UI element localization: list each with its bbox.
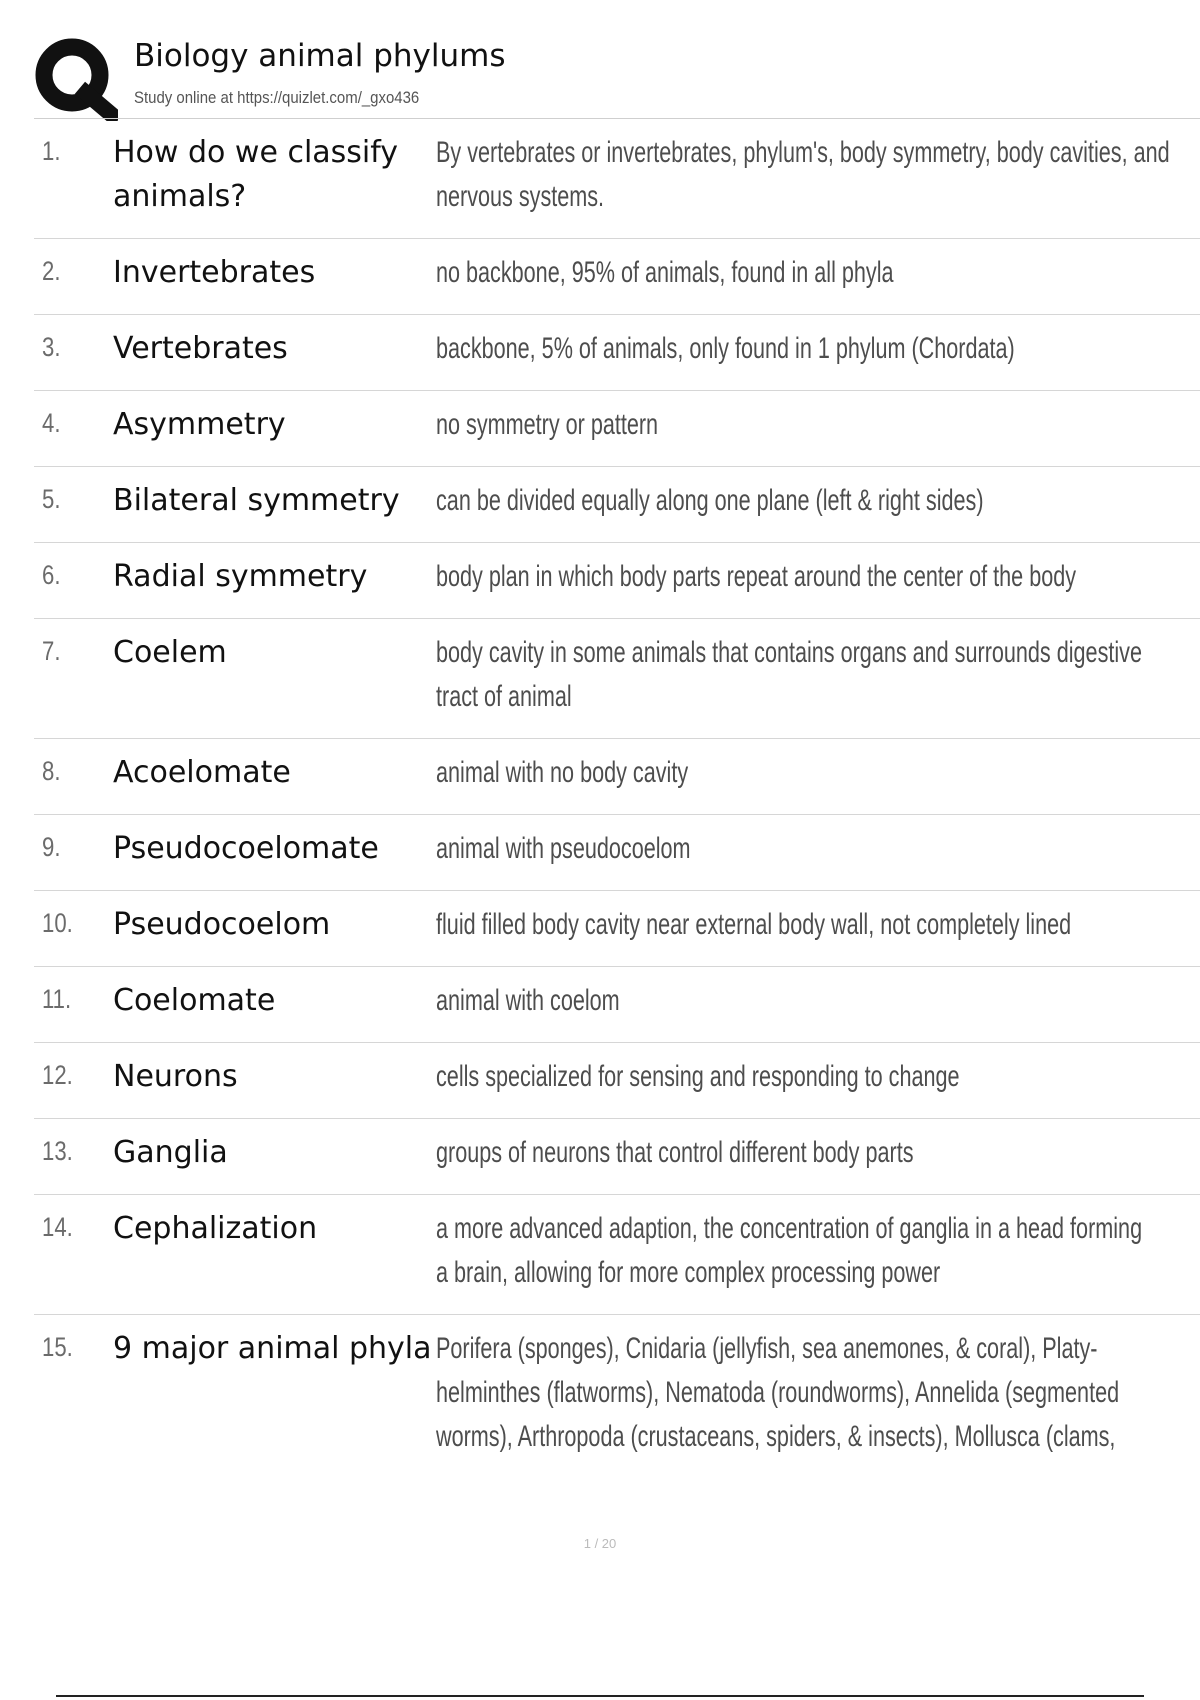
table-row bbox=[34, 391, 1200, 467]
definition bbox=[436, 327, 1200, 371]
row-number: 6. bbox=[42, 560, 61, 590]
definition bbox=[436, 1327, 1200, 1459]
row-number: 4. bbox=[42, 408, 61, 438]
definition-line: worms), Arthropoda (crustaceans, spiders, & insects), Mollusca (clams, bbox=[436, 1420, 1116, 1453]
definition bbox=[436, 903, 1200, 947]
flashcard-table bbox=[34, 119, 1200, 1480]
term: Coelomate bbox=[113, 983, 276, 1018]
definition-line: can be divided equally along one plane (left & right sides) bbox=[436, 484, 984, 517]
term: Neurons bbox=[113, 1059, 238, 1094]
definition bbox=[436, 479, 1200, 523]
definition-line: animal with pseudocoelom bbox=[436, 832, 691, 865]
row-number: 3. bbox=[42, 332, 61, 362]
table-row bbox=[34, 315, 1200, 391]
definition bbox=[436, 1055, 1200, 1099]
table-row bbox=[34, 815, 1200, 891]
term: Pseudocoelomate bbox=[113, 831, 379, 866]
term: Ganglia bbox=[113, 1135, 228, 1170]
definition-line: backbone, 5% of animals, only found in 1 phylum (Chordata) bbox=[436, 332, 1015, 365]
term: Invertebrates bbox=[113, 255, 316, 290]
row-number: 1. bbox=[42, 136, 61, 166]
term: How do we classify animals? bbox=[113, 135, 399, 214]
definition-line: animal with coelom bbox=[436, 984, 620, 1017]
definition bbox=[436, 631, 1200, 719]
definition-line: body cavity in some animals that contains organs and surrounds digestive bbox=[436, 636, 1142, 669]
definition bbox=[436, 403, 1200, 447]
table-row bbox=[34, 891, 1200, 967]
table-row bbox=[34, 1315, 1200, 1480]
definition-line: cells specialized for sensing and responding to change bbox=[436, 1060, 960, 1093]
table-row bbox=[34, 739, 1200, 815]
table-row bbox=[34, 1195, 1200, 1315]
definition-line: a more advanced adaption, the concentration of ganglia in a head forming bbox=[436, 1212, 1143, 1245]
row-number: 7. bbox=[42, 636, 61, 666]
term: Asymmetry bbox=[113, 407, 286, 442]
definition-line: helminthes (flatworms), Nematoda (roundworms), Annelida (segmented bbox=[436, 1376, 1120, 1409]
definition-line: fluid filled body cavity near external body wall, not completely lined bbox=[436, 908, 1072, 941]
table-row bbox=[34, 119, 1200, 239]
definition bbox=[436, 1207, 1200, 1295]
study-online-link[interactable]: Study online at https://quizlet.com/_gxo436 bbox=[134, 88, 420, 107]
definition-line: animal with no body cavity bbox=[436, 756, 689, 789]
row-number: 14. bbox=[42, 1212, 73, 1242]
definition bbox=[436, 251, 1200, 295]
term: Bilateral symmetry bbox=[113, 483, 400, 518]
table-row bbox=[34, 543, 1200, 619]
definition-line: nervous systems. bbox=[436, 180, 605, 213]
definition-line: Porifera (sponges), Cnidaria (jellyfish, sea anemones, & coral), Platy- bbox=[436, 1332, 1098, 1365]
row-number: 8. bbox=[42, 756, 61, 786]
term: Cephalization bbox=[113, 1211, 318, 1246]
table-row bbox=[34, 1119, 1200, 1195]
row-number: 12. bbox=[42, 1060, 73, 1090]
row-number: 10. bbox=[42, 908, 73, 938]
definition bbox=[436, 827, 1200, 871]
page-number: 1 / 20 bbox=[583, 1536, 617, 1551]
document-header bbox=[34, 32, 1200, 118]
document-title: Biology animal phylums bbox=[134, 38, 506, 74]
term: Coelem bbox=[113, 635, 227, 670]
row-number: 5. bbox=[42, 484, 61, 514]
definition-line: tract of animal bbox=[436, 680, 572, 713]
definition bbox=[436, 1131, 1200, 1175]
quizlet-logo-icon bbox=[34, 37, 118, 121]
definition-line: a brain, allowing for more complex processing power bbox=[436, 1256, 941, 1289]
row-number: 11. bbox=[42, 984, 72, 1014]
term: Acoelomate bbox=[113, 755, 291, 790]
bottom-divider bbox=[56, 1695, 1144, 1697]
term: Vertebrates bbox=[113, 331, 288, 366]
definition-line: groups of neurons that control different body parts bbox=[436, 1136, 914, 1169]
table-row bbox=[34, 239, 1200, 315]
definition-line: body plan in which body parts repeat around the center of the body bbox=[436, 560, 1077, 593]
row-number: 13. bbox=[42, 1136, 73, 1166]
table-row bbox=[34, 467, 1200, 543]
definition-line: no backbone, 95% of animals, found in all phyla bbox=[436, 256, 894, 289]
definition-line: By vertebrates or invertebrates, phylum's, body symmetry, body cavities, and bbox=[436, 136, 1170, 169]
table-row bbox=[34, 619, 1200, 739]
term: 9 major animal phyla bbox=[113, 1331, 432, 1366]
table-row bbox=[34, 1043, 1200, 1119]
definition bbox=[436, 751, 1200, 795]
row-number: 2. bbox=[42, 256, 61, 286]
definition bbox=[436, 131, 1200, 219]
definition bbox=[436, 979, 1200, 1023]
table-row bbox=[34, 967, 1200, 1043]
row-number: 15. bbox=[42, 1332, 73, 1362]
term: Pseudocoelom bbox=[113, 907, 331, 942]
row-number: 9. bbox=[42, 832, 61, 862]
term: Radial symmetry bbox=[113, 559, 368, 594]
definition bbox=[436, 555, 1200, 599]
definition-line: no symmetry or pattern bbox=[436, 408, 659, 441]
